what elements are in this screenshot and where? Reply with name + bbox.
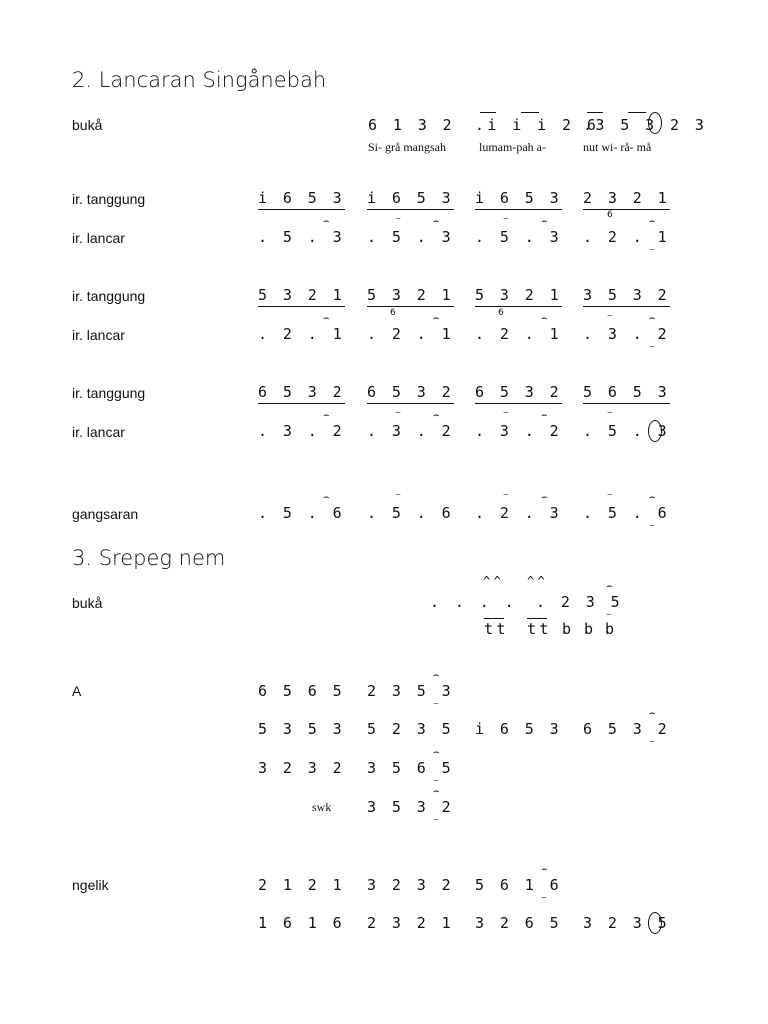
kempul-mark: ⌢	[541, 216, 548, 227]
hat-marks: ^^	[483, 574, 505, 588]
kenong-mark: ⌣	[395, 408, 401, 418]
kendang-b: b	[562, 620, 575, 638]
kempul-mark: ⌢	[433, 313, 440, 324]
kempul-mark: ⌢	[323, 492, 330, 503]
kenong-mark: ⌣	[503, 214, 509, 224]
tanggung-gatra: i 6 5 3	[258, 189, 345, 210]
kempul-mark: ⌢	[433, 786, 440, 797]
tanggung-gatra: 2 3 2 1	[583, 189, 670, 210]
kendang-b: b	[605, 620, 618, 638]
gatra: 3 2 3 2	[258, 759, 346, 777]
gatra: 5 2 3 5	[367, 720, 455, 738]
kenong-mark: ⌣	[433, 776, 439, 786]
kempul-mark: ⌢	[323, 410, 330, 421]
kenong-mark: ⌣	[607, 490, 613, 500]
buka-beam	[628, 112, 646, 113]
part-a-label: A	[72, 683, 82, 699]
gangsaran-gatra: . 2 . 3	[475, 504, 563, 522]
section-title-srepeg: 3. Srepeg nem	[72, 546, 226, 570]
gatra: i 6 5 3	[475, 720, 563, 738]
tanggung-gatra: 3 5 3 2	[583, 286, 670, 307]
tanggung-gatra: 6 5 3 2	[475, 383, 562, 404]
kendang-tt: tt	[484, 620, 509, 638]
kenong-mark: ⌣	[395, 214, 401, 224]
tanggung-gatra: 5 3 2 1	[258, 286, 345, 307]
kenong-mark: ⌣	[541, 893, 547, 903]
pin-mark: 6	[390, 308, 396, 318]
irama-lancar-label: ir. lancar	[72, 424, 125, 440]
kenong-mark: ⌣	[649, 342, 655, 352]
section-title-lancaran: 2. Lancaran Singånebah	[72, 68, 327, 92]
gatra: 3 5 6 5	[367, 759, 455, 777]
suwuk-label: swk	[312, 800, 332, 814]
kempul-mark: ⌢	[541, 864, 548, 875]
kempul-mark: ⌢	[649, 216, 656, 227]
kempul-mark: ⌢	[606, 581, 613, 592]
lyric-3: nut wi- rå- må	[583, 140, 652, 154]
irama-lancar-label: ir. lancar	[72, 230, 125, 246]
kenong-mark: ⌣	[607, 311, 613, 321]
gangsaran-gatra: . 5 . 6	[583, 504, 671, 522]
kempul-mark: ⌢	[433, 747, 440, 758]
lyric-1: Si- grå mangsah	[368, 140, 446, 154]
buka-beam	[587, 112, 603, 113]
gangsaran-gatra: . 5 . 6	[367, 504, 455, 522]
pin-mark: 6	[498, 308, 504, 318]
lancar-gatra: . 2 . 1	[475, 325, 563, 343]
gatra: 3 2 6 5	[475, 914, 563, 932]
gangsaran-gatra: . 5 . 6	[258, 504, 346, 522]
tanggung-gatra: 5 6 5 3	[583, 383, 670, 404]
buka-beam	[480, 112, 496, 113]
gatra: 3 2 3 2	[367, 876, 455, 894]
buka-dots: . . . .	[430, 593, 518, 611]
gong-circle	[648, 912, 662, 934]
kempul-mark: ⌢	[433, 670, 440, 681]
tanggung-gatra: 6 5 3 2	[258, 383, 345, 404]
lancar-gatra: . 2 . 1	[583, 228, 671, 246]
lancar-gatra: . 5 . 3	[367, 228, 455, 246]
kendang-beam	[484, 618, 504, 619]
tanggung-gatra: i 6 5 3	[475, 189, 562, 210]
kenong-mark: ⌣	[503, 408, 509, 418]
lancar-gatra: . 3 . 2	[367, 422, 455, 440]
pin-mark: 6	[607, 210, 613, 220]
lancar-gatra: . 3 . 2	[258, 422, 346, 440]
gatra: 2 3 5 3	[367, 682, 455, 700]
gatra: 2 3 2 1	[367, 914, 455, 932]
irama-tanggung-label: ir. tanggung	[72, 288, 146, 304]
tanggung-gatra: 6 5 3 2	[367, 383, 454, 404]
lyric-2: lumam-pah a-	[479, 140, 546, 154]
kenong-mark: ⌣	[607, 408, 613, 418]
buka-label: bukå	[72, 117, 103, 133]
kempul-mark: ⌢	[541, 313, 548, 324]
hat-marks: ^^	[527, 574, 549, 588]
tanggung-gatra: i 6 5 3	[367, 189, 454, 210]
gangsaran-label: gangsaran	[72, 506, 139, 522]
gatra: 5 6 1 6	[475, 876, 563, 894]
kenong-mark: ⌣	[649, 521, 655, 531]
kenong-mark: ⌣	[395, 490, 401, 500]
kendang-beam	[527, 618, 547, 619]
buka-beam	[521, 112, 539, 113]
kendang-tt: tt	[527, 620, 552, 638]
irama-tanggung-label: ir. tanggung	[72, 385, 146, 401]
gatra: 3 2 3 5	[583, 914, 671, 932]
buka-gatra: . 2 3 5	[536, 593, 624, 611]
kenong-mark: ⌣	[649, 245, 655, 255]
gong-circle	[648, 420, 662, 442]
lancar-gatra: . 5 . 3	[258, 228, 346, 246]
kempul-mark: ⌢	[649, 313, 656, 324]
kenong-mark: ⌣	[649, 737, 655, 747]
gatra: 5 3 5 3	[258, 720, 346, 738]
kempul-mark: ⌢	[541, 410, 548, 421]
kempul-mark: ⌢	[649, 492, 656, 503]
gatra: 6 5 6 5	[258, 682, 346, 700]
buka-group-1: 6 1 3 2	[368, 116, 456, 134]
gong-circle	[648, 112, 662, 134]
irama-lancar-label: ir. lancar	[72, 327, 125, 343]
gatra: 6 5 3 2	[583, 720, 671, 738]
kempul-mark: ⌢	[323, 313, 330, 324]
lancar-gatra: . 5 . 3	[583, 422, 671, 440]
lancar-gatra: . 3 . 2	[475, 422, 563, 440]
buka-label: bukå	[72, 595, 103, 611]
kempul-mark: ⌢	[433, 410, 440, 421]
kempul-mark: ⌢	[649, 708, 656, 719]
gatra: 1 6 1 6	[258, 914, 346, 932]
buka-group-2: .i i i 2 6	[475, 116, 600, 134]
lancar-gatra: . 5 . 3	[475, 228, 563, 246]
kenong-mark: ⌣	[433, 815, 439, 825]
lancar-gatra: . 2 . 1	[367, 325, 455, 343]
kempul-mark: ⌢	[433, 216, 440, 227]
tanggung-gatra: 5 3 2 1	[367, 286, 454, 307]
gatra: 3 5 3 2	[367, 798, 455, 816]
ngelik-label: ngelik	[72, 877, 109, 893]
lancar-gatra: . 2 . 1	[258, 325, 346, 343]
kenong-mark: ⌣	[503, 490, 509, 500]
tanggung-gatra: 5 3 2 1	[475, 286, 562, 307]
kenong-mark: ⌣	[433, 699, 439, 709]
gatra: 2 1 2 1	[258, 876, 346, 894]
buka-group-3: .3 5 3 2 3	[583, 116, 708, 134]
lancar-gatra: . 3 . 2	[583, 325, 671, 343]
irama-tanggung-label: ir. tanggung	[72, 191, 146, 207]
kempul-mark: ⌢	[323, 216, 330, 227]
kenong-mark: ⌣	[606, 610, 612, 620]
kendang-b: b	[584, 620, 597, 638]
kempul-mark: ⌢	[541, 492, 548, 503]
